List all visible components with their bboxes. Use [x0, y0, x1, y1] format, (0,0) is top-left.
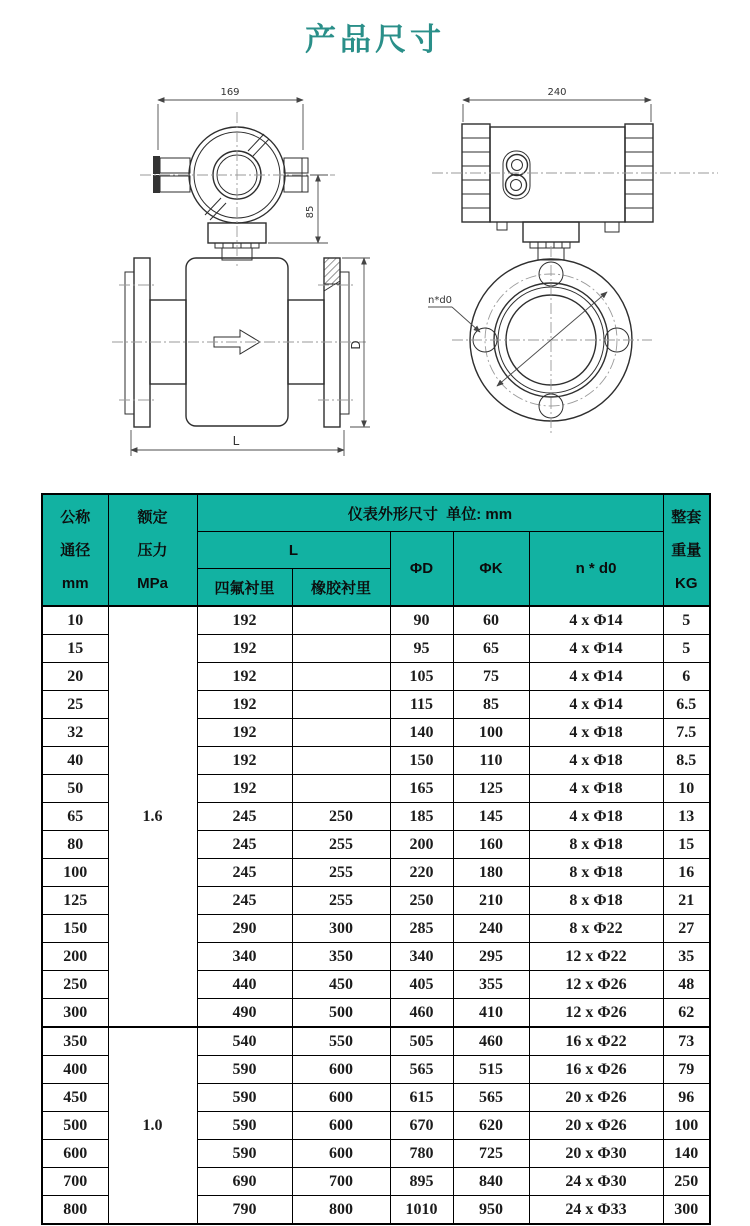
table-cell: 150: [390, 747, 453, 775]
table-cell: 140: [390, 719, 453, 747]
table-cell: 60: [453, 606, 529, 635]
table-cell: 950: [453, 1196, 529, 1225]
table-cell: 32: [42, 719, 108, 747]
table-cell: 285: [390, 915, 453, 943]
page-title: 产品尺寸: [305, 22, 445, 57]
table-cell: 100: [663, 1112, 710, 1140]
table-cell: 20: [42, 663, 108, 691]
table-cell: 670: [390, 1112, 453, 1140]
front-width-dim-label: 169: [220, 87, 240, 98]
table-cell: 700: [292, 1168, 390, 1196]
table-cell: 690: [197, 1168, 292, 1196]
table-cell: [292, 719, 390, 747]
table-cell: 192: [197, 747, 292, 775]
table-cell: [292, 691, 390, 719]
table-cell: 840: [453, 1168, 529, 1196]
table-cell: 780: [390, 1140, 453, 1168]
table-cell: 65: [42, 803, 108, 831]
table-cell: 192: [197, 663, 292, 691]
length-dim-label: L: [232, 434, 240, 448]
table-cell: 12 x Φ26: [529, 971, 663, 999]
table-cell: 4 x Φ14: [529, 606, 663, 635]
header-ptfe-lining: 四氟衬里: [197, 569, 292, 607]
table-cell: 15: [663, 831, 710, 859]
pressure-cell: 1.6: [108, 606, 197, 1027]
table-cell: 140: [663, 1140, 710, 1168]
table-cell: 240: [453, 915, 529, 943]
table-cell: 255: [292, 887, 390, 915]
table-cell: 145: [453, 803, 529, 831]
table-cell: 16 x Φ22: [529, 1027, 663, 1056]
table-cell: 7.5: [663, 719, 710, 747]
table-cell: 192: [197, 719, 292, 747]
table-cell: 405: [390, 971, 453, 999]
table-cell: 80: [42, 831, 108, 859]
table-cell: 25: [42, 691, 108, 719]
table-cell: 16: [663, 859, 710, 887]
table-cell: 700: [42, 1168, 108, 1196]
table-cell: 800: [42, 1196, 108, 1225]
header-total-weight: [663, 494, 710, 606]
table-row: [42, 1027, 710, 1056]
technical-drawings: [0, 0, 750, 490]
table-cell: 550: [292, 1027, 390, 1056]
header-phi-k: ΦK: [453, 532, 529, 607]
table-cell: 350: [292, 943, 390, 971]
table-cell: 10: [663, 775, 710, 803]
table-cell: 192: [197, 775, 292, 803]
header-line: KG: [675, 574, 698, 592]
table-cell: 800: [292, 1196, 390, 1225]
table-cell: 250: [42, 971, 108, 999]
side-view-drawing: [428, 87, 718, 436]
side-width-dim-label: 240: [547, 87, 567, 98]
table-cell: 180: [453, 859, 529, 887]
table-cell: 200: [390, 831, 453, 859]
table-cell: 8 x Φ18: [529, 859, 663, 887]
header-line: 公称: [60, 508, 91, 526]
table-cell: 100: [42, 859, 108, 887]
table-cell: 27: [663, 915, 710, 943]
table-cell: 20 x Φ26: [529, 1084, 663, 1112]
header-n-d0: n * d0: [529, 532, 663, 607]
table-cell: 8.5: [663, 747, 710, 775]
table-cell: 79: [663, 1056, 710, 1084]
table-cell: 12 x Φ22: [529, 943, 663, 971]
table-cell: 4 x Φ18: [529, 719, 663, 747]
table-cell: [292, 635, 390, 663]
table-cell: 24 x Φ30: [529, 1168, 663, 1196]
table-cell: 90: [390, 606, 453, 635]
table-cell: 4 x Φ18: [529, 803, 663, 831]
table-cell: 185: [390, 803, 453, 831]
table-cell: 250: [292, 803, 390, 831]
table-cell: 192: [197, 691, 292, 719]
header-line: 额定: [137, 508, 168, 526]
bolt-pattern-label: n*d0: [428, 295, 453, 306]
table-cell: 115: [390, 691, 453, 719]
table-cell: 110: [453, 747, 529, 775]
table-cell: 160: [453, 831, 529, 859]
table-body: [42, 606, 710, 1224]
table-cell: 5: [663, 606, 710, 635]
header-rated-pressure: [108, 494, 197, 606]
header-rubber-lining: 橡胶衬里: [292, 569, 390, 607]
table-cell: 350: [42, 1027, 108, 1056]
table-cell: 210: [453, 887, 529, 915]
table-cell: 600: [42, 1140, 108, 1168]
header-line: MPa: [137, 574, 168, 592]
table-cell: 590: [197, 1112, 292, 1140]
table-cell: 5: [663, 635, 710, 663]
table-cell: 600: [292, 1112, 390, 1140]
table-cell: [292, 663, 390, 691]
table-cell: 8 x Φ22: [529, 915, 663, 943]
table-cell: 340: [197, 943, 292, 971]
table-cell: 20 x Φ30: [529, 1140, 663, 1168]
header-phi-d: ΦD: [390, 532, 453, 607]
table-cell: 620: [453, 1112, 529, 1140]
table-cell: 165: [390, 775, 453, 803]
table-cell: 200: [42, 943, 108, 971]
table-header: [42, 494, 710, 606]
table-cell: 460: [453, 1027, 529, 1056]
table-cell: 150: [42, 915, 108, 943]
table-cell: 255: [292, 859, 390, 887]
table-cell: 615: [390, 1084, 453, 1112]
table-cell: 125: [42, 887, 108, 915]
table-cell: 540: [197, 1027, 292, 1056]
table-cell: 410: [453, 999, 529, 1028]
table-cell: 590: [197, 1056, 292, 1084]
table-cell: 16 x Φ26: [529, 1056, 663, 1084]
table-cell: 62: [663, 999, 710, 1028]
table-cell: 400: [42, 1056, 108, 1084]
table-cell: 125: [453, 775, 529, 803]
table-cell: 24 x Φ33: [529, 1196, 663, 1225]
table-cell: 48: [663, 971, 710, 999]
table-cell: 65: [453, 635, 529, 663]
table-cell: 4 x Φ18: [529, 747, 663, 775]
table-cell: 6.5: [663, 691, 710, 719]
table-cell: 600: [292, 1056, 390, 1084]
header-line: 通径: [60, 541, 91, 559]
table-cell: 8 x Φ18: [529, 887, 663, 915]
table-cell: 50: [42, 775, 108, 803]
table-cell: 20 x Φ26: [529, 1112, 663, 1140]
table-cell: [292, 775, 390, 803]
front-view-drawing: [112, 87, 370, 456]
dimensions-table: [41, 493, 711, 1225]
table-row: [42, 606, 710, 635]
table-cell: 6: [663, 663, 710, 691]
table-cell: 12 x Φ26: [529, 999, 663, 1028]
table-cell: 245: [197, 803, 292, 831]
table-cell: 300: [292, 915, 390, 943]
table-cell: 355: [453, 971, 529, 999]
header-line: 重量: [671, 541, 702, 559]
table-cell: 300: [42, 999, 108, 1028]
table-cell: 440: [197, 971, 292, 999]
table-cell: 255: [292, 831, 390, 859]
table-cell: 500: [292, 999, 390, 1028]
table-cell: 600: [292, 1140, 390, 1168]
table-cell: 96: [663, 1084, 710, 1112]
header-line: 整套: [671, 508, 702, 526]
table-cell: 220: [390, 859, 453, 887]
table-cell: 100: [453, 719, 529, 747]
header-dimensions-title: 仪表外形尺寸 单位: mm: [197, 494, 663, 532]
table-cell: 192: [197, 635, 292, 663]
table-cell: 245: [197, 831, 292, 859]
table-cell: 75: [453, 663, 529, 691]
table-cell: 4 x Φ14: [529, 635, 663, 663]
table-cell: 73: [663, 1027, 710, 1056]
table-cell: 490: [197, 999, 292, 1028]
table-cell: 725: [453, 1140, 529, 1168]
table-cell: [292, 747, 390, 775]
table-cell: 505: [390, 1027, 453, 1056]
table-cell: 600: [292, 1084, 390, 1112]
table-cell: 790: [197, 1196, 292, 1225]
table-cell: 4 x Φ14: [529, 663, 663, 691]
table-cell: 40: [42, 747, 108, 775]
table-cell: [292, 606, 390, 635]
table-cell: 13: [663, 803, 710, 831]
header-line: mm: [61, 574, 89, 592]
table-cell: 245: [197, 887, 292, 915]
table-cell: 590: [197, 1140, 292, 1168]
table-cell: 105: [390, 663, 453, 691]
table-cell: 295: [453, 943, 529, 971]
table-cell: 340: [390, 943, 453, 971]
table-cell: 4 x Φ18: [529, 775, 663, 803]
diameter-dim-label: D: [349, 340, 363, 350]
header-line: 压力: [137, 541, 168, 559]
table-cell: 35: [663, 943, 710, 971]
table-cell: 245: [197, 859, 292, 887]
table-cell: 450: [292, 971, 390, 999]
table-cell: 10: [42, 606, 108, 635]
table-cell: 460: [390, 999, 453, 1028]
table-cell: 8 x Φ18: [529, 831, 663, 859]
table-cell: 21: [663, 887, 710, 915]
table-cell: 15: [42, 635, 108, 663]
table-cell: 290: [197, 915, 292, 943]
header-nominal-diameter: [42, 494, 108, 606]
table-cell: 192: [197, 606, 292, 635]
table-cell: 515: [453, 1056, 529, 1084]
table-cell: 1010: [390, 1196, 453, 1225]
table-cell: 450: [42, 1084, 108, 1112]
table-cell: 85: [453, 691, 529, 719]
header-l: L: [197, 532, 390, 569]
table-cell: 500: [42, 1112, 108, 1140]
table-cell: 565: [453, 1084, 529, 1112]
table-cell: 4 x Φ14: [529, 691, 663, 719]
pressure-cell: 1.0: [108, 1027, 197, 1224]
front-height-dim-label: 85: [305, 205, 316, 219]
table-cell: 95: [390, 635, 453, 663]
table-cell: 250: [663, 1168, 710, 1196]
table-cell: 590: [197, 1084, 292, 1112]
table-cell: 565: [390, 1056, 453, 1084]
table-cell: 895: [390, 1168, 453, 1196]
table-cell: 300: [663, 1196, 710, 1225]
table-cell: 250: [390, 887, 453, 915]
